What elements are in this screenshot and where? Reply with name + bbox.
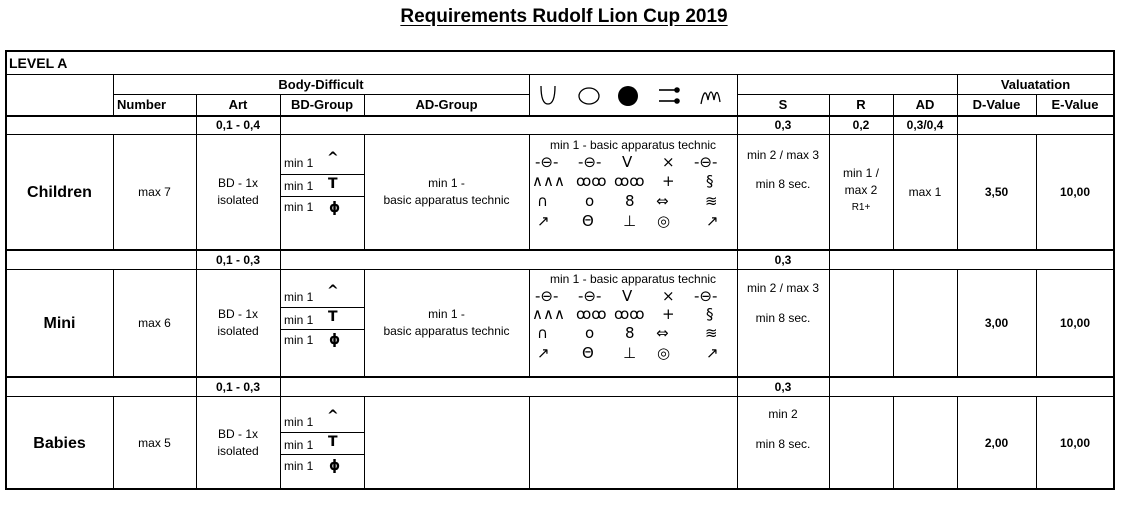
- children-d-value: 3,50: [984, 184, 1009, 199]
- children-r: min 1 / max 2 R1+: [842, 165, 879, 213]
- babies-s-line2: min 8 sec.: [755, 437, 811, 451]
- technic-icon: -⊖-: [578, 153, 602, 171]
- divider: [280, 307, 364, 308]
- valuatation-header: Valuatation: [1000, 77, 1071, 92]
- divider: [280, 397, 281, 489]
- hoop-icon: [579, 88, 599, 104]
- babies-bd-item: min 1: [284, 438, 314, 452]
- technic-icon: ↗: [537, 344, 550, 362]
- divider: [529, 397, 530, 489]
- divider: [829, 270, 830, 376]
- divider: [113, 94, 529, 95]
- children-e-value: 10,00: [1059, 184, 1091, 199]
- technic-icon: Θ: [582, 344, 594, 362]
- divider: [957, 116, 958, 134]
- clubs-icon: [659, 88, 679, 103]
- technic-icon: ⊥: [623, 212, 637, 230]
- divider: [280, 432, 364, 433]
- mini-bd-range: 0,1 - 0,3: [215, 253, 261, 267]
- level-label: LEVEL A: [9, 55, 68, 71]
- page-title: Requirements Rudolf Lion Cup 2019: [400, 6, 728, 27]
- col-number: Number: [117, 97, 167, 112]
- children-bd-item: min 1: [284, 156, 314, 170]
- technic-icon: +: [662, 305, 675, 323]
- babies-s-range: 0,3: [774, 380, 792, 394]
- divider: [829, 397, 830, 489]
- technic-icon: -⊖-: [535, 153, 559, 171]
- divider: [893, 270, 894, 376]
- level-babies: Babies: [33, 434, 86, 452]
- mini-bd-item: min 1: [284, 333, 314, 347]
- balance-icon: T: [328, 309, 338, 325]
- divider: [529, 75, 530, 115]
- technic-icon: -⊖-: [694, 287, 718, 305]
- babies-bd-range: 0,1 - 0,3: [215, 380, 261, 394]
- col-bd-group: BD-Group: [290, 97, 354, 112]
- mini-d-value: 3,00: [984, 315, 1009, 330]
- divider: [893, 397, 894, 489]
- technic-icon: 8: [625, 324, 635, 342]
- divider: [6, 115, 1114, 117]
- col-d-value: D-Value: [972, 97, 1021, 112]
- technic-icon: ⊥: [623, 344, 637, 362]
- mini-e-value: 10,00: [1059, 315, 1091, 330]
- children-bd-item: min 1: [284, 179, 314, 193]
- technic-icon: ꝏꝏ: [614, 305, 645, 323]
- divider: [364, 397, 365, 489]
- babies-s-line1: min 2: [768, 407, 798, 421]
- babies-number: max 5: [138, 435, 171, 450]
- mini-technic-title: min 1 - basic apparatus technic: [549, 272, 717, 286]
- children-s-line2: min 8 sec.: [755, 177, 811, 191]
- divider: [280, 116, 281, 134]
- rotation-icon: ϕ: [329, 332, 341, 348]
- divider: [280, 174, 364, 175]
- technic-icon: -⊖-: [694, 153, 718, 171]
- mini-bd-item: min 1: [284, 290, 314, 304]
- level-mini: Mini: [43, 314, 76, 332]
- technic-icon: ⇔: [656, 324, 669, 342]
- technic-icon: +: [662, 172, 675, 190]
- col-e-value: E-Value: [1051, 97, 1099, 112]
- children-number: max 7: [138, 184, 171, 199]
- divider: [280, 377, 281, 396]
- col-r: R: [856, 97, 866, 112]
- technic-icon: o: [585, 324, 595, 342]
- divider: [280, 454, 364, 455]
- divider: [829, 377, 830, 396]
- technic-icon: ∧∧∧: [532, 305, 565, 323]
- col-ad: AD: [915, 97, 935, 112]
- divider: [737, 94, 1114, 95]
- rotation-icon: ϕ: [329, 200, 341, 216]
- children-s-line1: min 2 / max 3: [746, 148, 820, 162]
- technic-icon: ∩: [537, 192, 548, 210]
- technic-icon: ꝏꝏ: [576, 305, 607, 323]
- technic-icon: ↗: [537, 212, 550, 230]
- mini-art: BD - 1x isolated: [217, 307, 259, 338]
- children-r-range: 0,2: [852, 118, 870, 132]
- divider: [6, 74, 1114, 75]
- technic-icon: ∧∧∧: [532, 172, 565, 190]
- ribbon-icon: [701, 92, 720, 104]
- technic-icon: ↗: [706, 212, 719, 230]
- technic-icon: ◎: [657, 344, 671, 362]
- mini-s-line1: min 2 / max 3: [746, 281, 820, 295]
- children-bd-range: 0,1 - 0,4: [215, 118, 261, 132]
- divider: [280, 329, 364, 330]
- children-ad-range: 0,3/0,4: [906, 118, 944, 132]
- divider: [529, 135, 530, 249]
- balance-icon: T: [328, 176, 338, 192]
- technic-icon: ∩: [537, 324, 548, 342]
- body-difficult-header: Body-Difficult: [278, 77, 364, 92]
- divider: [280, 196, 364, 197]
- technic-icon: o: [585, 192, 595, 210]
- technic-icon: ◎: [657, 212, 671, 230]
- technic-icon: Θ: [582, 212, 594, 230]
- rope-icon: [541, 86, 555, 104]
- jump-icon: ^: [327, 283, 339, 299]
- technic-icon: §: [706, 172, 714, 190]
- col-ad-group: AD-Group: [415, 97, 478, 112]
- apparatus-icons: [535, 80, 731, 110]
- technic-icon: -⊖-: [578, 287, 602, 305]
- children-ad-group: min 1 - basic apparatus technic: [383, 176, 510, 207]
- level-children: Children: [27, 183, 92, 201]
- babies-bd-item: min 1: [284, 415, 314, 429]
- technic-icon: ×: [662, 153, 675, 171]
- technic-icon: ×: [662, 287, 675, 305]
- children-technic-title: min 1 - basic apparatus technic: [549, 138, 717, 152]
- technic-icon: 8: [625, 192, 635, 210]
- mini-s-line2: min 8 sec.: [755, 311, 811, 325]
- technic-icon: -⊖-: [535, 287, 559, 305]
- divider: [280, 250, 281, 269]
- divider: [829, 250, 830, 269]
- technic-icon: ꝏꝏ: [576, 172, 607, 190]
- jump-icon: ^: [327, 150, 339, 166]
- babies-art: BD - 1x isolated: [217, 427, 259, 458]
- technic-icon: §: [706, 305, 714, 323]
- technic-icon: V: [622, 287, 633, 305]
- col-s: S: [778, 97, 788, 112]
- rotation-icon: ϕ: [329, 458, 341, 474]
- divider: [280, 270, 281, 376]
- children-s-range: 0,3: [774, 118, 792, 132]
- mini-bd-item: min 1: [284, 313, 314, 327]
- divider: [280, 135, 281, 249]
- technic-icon: V: [622, 153, 633, 171]
- mini-number: max 6: [138, 315, 171, 330]
- technic-icon: ⇔: [656, 192, 669, 210]
- col-art: Art: [228, 97, 248, 112]
- divider: [6, 376, 1114, 378]
- children-art: BD - 1x isolated: [217, 176, 259, 207]
- technic-icon: ≋: [705, 192, 718, 210]
- technic-icon: ≋: [705, 324, 718, 342]
- mini-ad-group: min 1 - basic apparatus technic: [383, 307, 510, 338]
- children-ad: max 1: [908, 184, 942, 199]
- technic-icon: ꝏꝏ: [614, 172, 645, 190]
- babies-e-value: 10,00: [1059, 435, 1091, 450]
- mini-s-range: 0,3: [774, 253, 792, 267]
- babies-d-value: 2,00: [984, 435, 1009, 450]
- technic-icon: ↗: [706, 344, 719, 362]
- divider: [6, 249, 1114, 251]
- jump-icon: ^: [327, 408, 339, 424]
- balance-icon: T: [328, 434, 338, 450]
- babies-bd-item: min 1: [284, 459, 314, 473]
- children-bd-item: min 1: [284, 200, 314, 214]
- ball-icon: [618, 86, 638, 106]
